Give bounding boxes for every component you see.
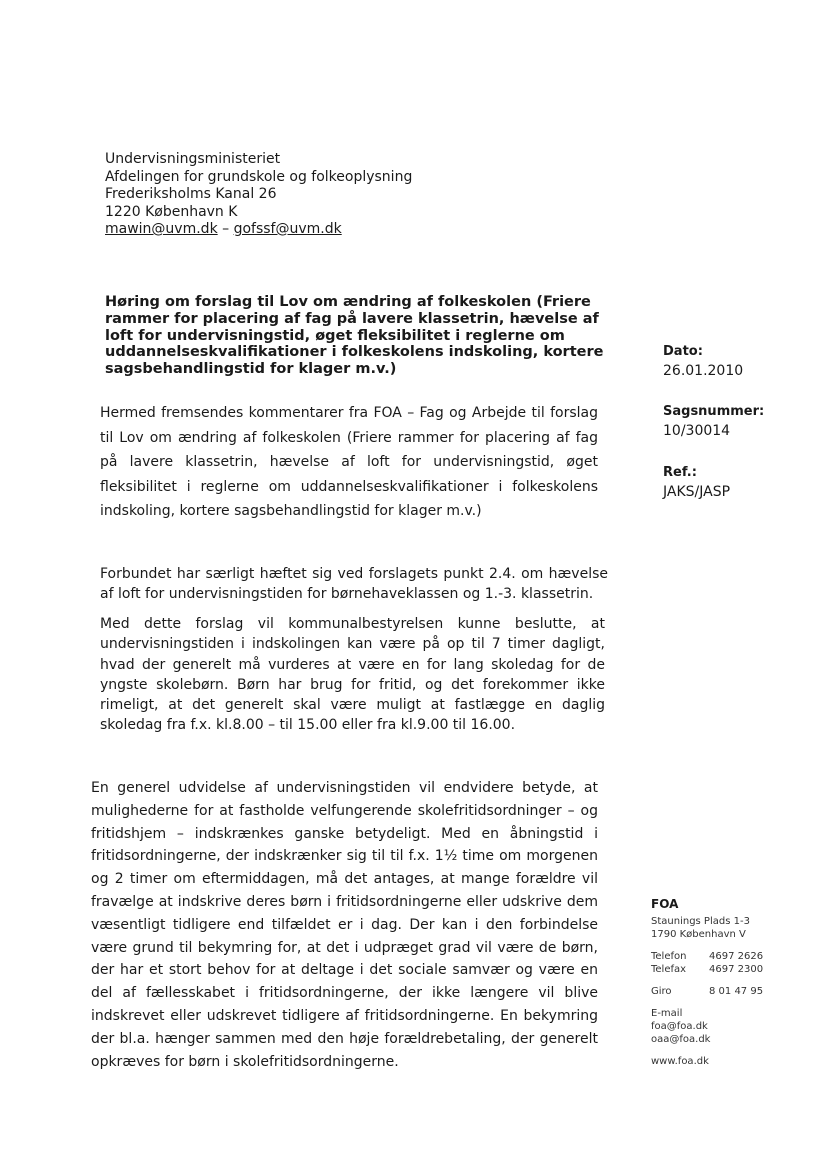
sender-fax [651, 963, 763, 976]
body-paragraph-4: En generel udvidelse af undervisningstiden vil endvidere betyde, at mulighederne for at fastholde velfungerende skolefritidsordninger – og fritidshjem – indskrænkes ganske betydeligt. Med en åbningstid i fritidsordningerne, der indskrænker sig til til f.x. 1½ time om morgenen og 2 timer om eftermiddagen, må det antages, at mange forældre vil fravælge at indskrive deres børn i fritidsordningerne eller udskrive dem væsentligt tidligere end tilfældet er i dag. Der kan i den forbindelse være grund til bekymring for, at det i udpræget grad vil være de børn, der har et stort behov for at deltage i det sociale samvær og være en del af fællesskabet i fritidsordningerne, der ikke længere vil blive indskrevet eller udskrevet tidligere af fritidsordningerne. En bekymring der bl.a. hænger sammen med den høje forældrebetaling, der generelt opkræves for børn i skolefritidsordningerne. [91, 780, 598, 1070]
date-block [663, 344, 743, 379]
sender-giro [651, 985, 763, 998]
letter-subject: Høring om forslag til Lov om ændring af folkeskolen (Friere rammer for placering af fag på lavere klassetrin, hævelse af loft for undervisningstid, øget fleksibilitet i reglerne om uddannelseskvalifikationer i folkeskolens indskoling, kortere sagsbehandlingstid for klager m.v.) [105, 294, 604, 378]
sender-street: Staunings Plads 1-3 [651, 916, 750, 927]
sender-name: FOA [651, 897, 679, 911]
reference-value: JAKS/JASP [663, 484, 731, 500]
email-separator: – [222, 221, 230, 237]
recipient-street: Frederiksholms Kanal 26 [105, 186, 277, 202]
giro-label: Giro [651, 986, 672, 997]
sender-email-2[interactable]: oaa@foa.dk [651, 1034, 711, 1045]
body-paragraph-1: Hermed fremsendes kommentarer fra FOA – Fag og Arbejde til forslag til Lov om ændring af folkeskolen (Friere rammer for placering af fag på lavere klassetrin, hævelse af loft for undervisningstid, øget fleksibilitet i reglerne om uddannelseskvalifikationer i folkeskolens indskoling, kortere sagsbehandlingstid for klager m.v.) [100, 405, 598, 519]
case-number-label: Sagsnummer: [663, 404, 765, 419]
recipient-city: 1220 København K [105, 203, 238, 220]
recipient-emails [105, 221, 412, 239]
fax-value: 4697 2300 [709, 964, 764, 975]
sender-website[interactable]: www.foa.dk [651, 1056, 709, 1067]
body-paragraph-3: Med dette forslag vil kommunalbestyrelsen kunne beslutte, at undervisningstiden i indskolingen kan være på op til 7 timer dagligt, hvad der generelt må vurderes at være en for lang skoledag for de yngste skolebørn. Børn har brug for fritid, og det forekommer ikke rimeligt, at det generelt skal være muligt at fastlægge en daglig skoledag fra f.x. kl.8.00 – til 15.00 eller fra kl.9.00 til 16.00. [100, 616, 605, 734]
date-label: Dato: [663, 344, 703, 359]
sender-email-1[interactable]: foa@foa.dk [651, 1021, 708, 1032]
date-value: 26.01.2010 [663, 363, 744, 379]
email-label: E-mail [651, 1008, 683, 1019]
case-number-block [663, 404, 764, 439]
giro-value: 8 01 47 95 [709, 986, 764, 997]
body-paragraph-2: Forbundet har særligt hæftet sig ved forslagets punkt 2.4. om hævelse af loft for undervisningstiden for børnehaveklassen og 1.-3. klassetrin. [100, 566, 608, 602]
fax-label: Telefax [651, 964, 687, 975]
reference-block [663, 465, 730, 500]
recipient-department: Afdelingen for grundskole og folkeoplysning [105, 168, 413, 185]
recipient-email-2[interactable]: gofssf@uvm.dk [233, 221, 342, 237]
recipient-name: Undervisningsministeriet [105, 151, 281, 167]
sender-info [651, 898, 763, 1068]
sender-city: 1790 København V [651, 929, 746, 940]
reference-label: Ref.: [663, 465, 697, 480]
phone-value: 4697 2626 [709, 951, 764, 962]
phone-label: Telefon [651, 951, 687, 962]
case-number-value: 10/30014 [663, 423, 731, 439]
recipient-email-1[interactable]: mawin@uvm.dk [105, 221, 218, 237]
recipient-address [105, 151, 412, 239]
sender-phone [651, 950, 763, 963]
